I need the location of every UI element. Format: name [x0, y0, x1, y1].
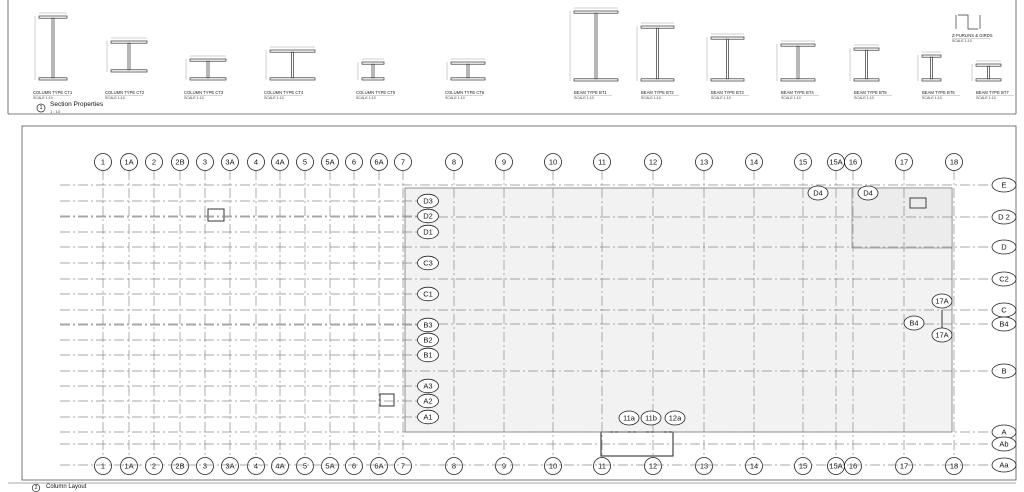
grid-label: A2 — [423, 396, 433, 406]
section-label: COLUMN TYPE CT1 — [33, 90, 73, 95]
grid-label: 11a — [623, 413, 635, 423]
grid-label: 14 — [749, 461, 759, 471]
grid-bubble-7-bottom — [395, 458, 412, 475]
grid-bubble-d4-extra-0 — [808, 186, 828, 200]
grid-bubble-12a-extra-7 — [665, 411, 685, 425]
grid-bubble-4-bottom — [248, 458, 265, 475]
section-label: COLUMN TYPE CT5 — [356, 90, 396, 95]
section-properties-title: Section Properties — [50, 101, 104, 108]
grid-label: 3 — [202, 461, 208, 471]
section-label: COLUMN TYPE CT2 — [105, 90, 145, 95]
grid-bubble-5-bottom — [297, 458, 314, 475]
section-z-purlins-girds — [952, 15, 993, 43]
grid-label: 14 — [749, 157, 759, 167]
grid-bubble-12-top — [645, 154, 662, 171]
grid-label: 7 — [400, 157, 406, 167]
grid-label: 3A — [225, 157, 235, 167]
grid-bubble-e — [992, 178, 1016, 192]
section-column-type-ct3 — [184, 56, 226, 100]
grid-bubble-d3 — [418, 194, 439, 208]
grid-label: D4 — [863, 188, 873, 198]
grid-bubble-18-bottom — [946, 458, 963, 475]
grid-label: 18 — [949, 157, 959, 167]
grid-bubble-2b-top — [172, 154, 189, 171]
grid-bubble-14-top — [746, 154, 763, 171]
grid-label: D3 — [423, 196, 433, 206]
grid-label: 1 — [100, 461, 106, 471]
grid-label: 13 — [699, 461, 709, 471]
grid-label: 4A — [275, 461, 285, 471]
section-beam-type-bt1 — [570, 8, 618, 100]
section-beam-type-bt6 — [918, 52, 960, 100]
grid-label: 6 — [351, 461, 357, 471]
grid-label: 5A — [325, 157, 335, 167]
grid-bubble-5-top — [297, 154, 314, 171]
grid-label: 9 — [501, 461, 507, 471]
grid-label: 18 — [949, 461, 959, 471]
grid-bubble-3-bottom — [197, 458, 214, 475]
view-title-section-properties — [37, 101, 104, 114]
grid-label: 15A — [829, 461, 843, 471]
grid-bubble-11-bottom — [594, 458, 611, 475]
section-column-type-ct2 — [105, 38, 147, 100]
grid-label: 4 — [253, 461, 259, 471]
grid-bubble-9-bottom — [496, 458, 513, 475]
grid-bubble-17-top — [896, 154, 913, 171]
grid-bubble-2-top — [146, 154, 163, 171]
grid-label: 7 — [400, 461, 406, 471]
grid-label: B — [1001, 366, 1007, 376]
grid-bubble-b3 — [418, 318, 439, 332]
section-column-type-ct4 — [264, 47, 315, 100]
grid-bubble-11a-extra-5 — [619, 411, 639, 425]
grid-label: 16 — [848, 157, 858, 167]
grid-bubble-d4-extra-1 — [858, 186, 878, 200]
grid-label: 13 — [699, 157, 709, 167]
section-scale: SCALE 1:10 — [105, 96, 125, 100]
grid-label: 12 — [648, 157, 658, 167]
section-beam-type-bt5 — [850, 45, 892, 100]
grid-bubble-c1 — [418, 287, 439, 301]
grid-bubble-4a-bottom — [272, 458, 289, 475]
grid-bubble-15-top — [795, 154, 812, 171]
grid-label: 8 — [451, 461, 457, 471]
grid-label: 16 — [848, 461, 858, 471]
section-label: BEAM TYPE BT3 — [711, 90, 744, 95]
grid-bubble-10-top — [545, 154, 562, 171]
grid-label: 11 — [598, 461, 606, 471]
grid-label: 12a — [668, 413, 682, 423]
grid-bubble-d1 — [418, 225, 439, 239]
grid-bubble-6-bottom — [346, 458, 363, 475]
grid-label: B4 — [909, 318, 919, 328]
grid-bubble-15a-bottom — [828, 458, 845, 475]
section-label: BEAM TYPE BT7 — [976, 90, 1009, 95]
grid-label: B4 — [999, 319, 1009, 329]
grid-bubble-10-bottom — [545, 458, 562, 475]
view-number-2: 2 — [34, 485, 38, 491]
grid-label: C1 — [423, 289, 433, 299]
section-label: BEAM TYPE BT5 — [854, 90, 887, 95]
section-scale: SCALE 1:10 — [976, 96, 996, 100]
grid-label: 2B — [175, 461, 185, 471]
grid-bubble-12-bottom — [645, 458, 662, 475]
grid-bubble-ab — [992, 437, 1016, 451]
grid-label: 10 — [548, 157, 558, 167]
section-beam-type-bt4 — [777, 41, 819, 100]
grid-label: A1 — [423, 412, 433, 422]
grid-label: 2 — [151, 461, 157, 471]
grid-label: 2 — [151, 157, 157, 167]
grid-bubble-15-bottom — [795, 458, 812, 475]
view-title-column-layout — [32, 484, 86, 492]
grid-bubble-aa — [992, 458, 1016, 472]
grid-bubble-16-top — [845, 154, 862, 171]
grid-label: 4 — [253, 157, 259, 167]
section-label: COLUMN TYPE CT6 — [445, 90, 485, 95]
grid-bubble-2b-bottom — [172, 458, 189, 475]
grid-bubble-15a-top — [828, 154, 845, 171]
opening-left — [208, 209, 224, 221]
grid-bubble-18-top — [946, 154, 963, 171]
opening-lower — [380, 394, 394, 406]
section-label: Z-PURLINS & GIRDS — [952, 33, 993, 38]
section-scale: SCALE 1:10 — [952, 39, 972, 43]
section-scale: SCALE 1:10 — [184, 96, 204, 100]
section-scale: SCALE 1:10 — [264, 96, 284, 100]
section-label: COLUMN TYPE CT3 — [184, 90, 224, 95]
section-scale: SCALE 1:10 — [445, 96, 465, 100]
grid-label: E — [1001, 180, 1007, 190]
grid-bubble-4a-top — [272, 154, 289, 171]
grid-bubble-13-bottom — [696, 458, 713, 475]
grid-label: 11b — [645, 413, 657, 423]
grid-label: 15A — [829, 157, 843, 167]
grid-bubble-7-top — [395, 154, 412, 171]
section-label: BEAM TYPE BT1 — [574, 90, 607, 95]
grid-bubble-4-top — [248, 154, 265, 171]
grid-label: B2 — [423, 335, 433, 345]
grid-bubble-8-bottom — [446, 458, 463, 475]
section-scale: SCALE 1:10 — [574, 96, 594, 100]
grid-label: 5 — [302, 461, 308, 471]
grid-label: 15 — [798, 157, 808, 167]
grid-bubble-b2 — [418, 333, 439, 347]
grid-label: Aa — [999, 460, 1009, 470]
grid-bubble-3-top — [197, 154, 214, 171]
section-beam-type-bt7 — [972, 61, 1014, 100]
grid-label: C — [1001, 305, 1007, 315]
grid-bubble-9-top — [496, 154, 513, 171]
section-scale: SCALE 1:10 — [356, 96, 376, 100]
grid-bubble-1a-bottom — [121, 458, 138, 475]
grid-label: 10 — [548, 461, 558, 471]
grid-bubble-c2 — [992, 272, 1016, 286]
grid-bubble-1-bottom — [95, 458, 112, 475]
grid-label: D 2 — [998, 212, 1010, 222]
grid-bubble-b4-extra-4 — [904, 316, 924, 330]
grid-bubble-1a-top — [121, 154, 138, 171]
section-scale: SCALE 1:10 — [711, 96, 731, 100]
grid-label: 6A — [374, 461, 384, 471]
section-column-type-ct1 — [33, 13, 73, 100]
grid-label: 4A — [275, 157, 285, 167]
grid-bubble-5a-top — [322, 154, 339, 171]
grid-label: 8 — [451, 157, 457, 167]
grid-label: 5A — [325, 461, 335, 471]
grid-bubble-d2 — [418, 209, 439, 223]
grid-bubble-8-top — [446, 154, 463, 171]
grid-label: 1A — [124, 157, 134, 167]
grid-label: D1 — [423, 227, 433, 237]
section-label: BEAM TYPE BT6 — [922, 90, 955, 95]
grid-bubble-16-bottom — [845, 458, 862, 475]
grid-label: A — [1001, 427, 1007, 437]
section-scale: SCALE 1:10 — [922, 96, 942, 100]
section-scale: SCALE 1:10 — [641, 96, 661, 100]
grid-label: 17 — [899, 461, 909, 471]
grid-label: 5 — [302, 157, 308, 167]
section-properties-scale: 1 : 10 — [50, 109, 61, 114]
grid-bubble-3a-bottom — [222, 458, 239, 475]
grid-bubble-6a-top — [371, 154, 388, 171]
grid-label: 1A — [124, 461, 134, 471]
grid-bubble-6-top — [346, 154, 363, 171]
section-scale: SCALE 1:10 — [854, 96, 874, 100]
grid-bubble-14-bottom — [746, 458, 763, 475]
grid-bubble-d-2 — [992, 210, 1016, 224]
section-properties-group — [33, 8, 1014, 100]
grid-bubble-17-bottom — [896, 458, 913, 475]
grid-label: 12 — [648, 461, 658, 471]
section-label: BEAM TYPE BT2 — [641, 90, 674, 95]
section-scale: SCALE 1:10 — [33, 96, 53, 100]
section-beam-type-bt3 — [707, 34, 749, 100]
grid-bubble-c3 — [418, 256, 439, 270]
grid-bubble-c — [992, 303, 1016, 317]
grid-label: D4 — [813, 188, 823, 198]
grid-bubble-d — [992, 240, 1016, 254]
grid-bubble-11b-extra-6 — [641, 411, 661, 425]
section-scale: SCALE 1:10 — [781, 96, 801, 100]
section-beam-type-bt2 — [637, 23, 679, 100]
grid-bubble-17a-extra-3 — [932, 328, 952, 342]
grid-bubble-17a-extra-2 — [932, 294, 952, 308]
grid-bubble-6a-bottom — [371, 458, 388, 475]
grid-label: 6 — [351, 157, 357, 167]
grid-bubble-3a-top — [222, 154, 239, 171]
grid-label: Ab — [999, 439, 1009, 449]
grid-label: C2 — [999, 274, 1009, 284]
section-label: COLUMN TYPE CT4 — [264, 90, 304, 95]
view-number-1: 1 — [39, 105, 43, 111]
section-column-type-ct5 — [356, 59, 396, 100]
grid-bubble-a3 — [418, 379, 439, 393]
grid-label: 9 — [501, 157, 507, 167]
section-column-type-ct6 — [445, 59, 485, 100]
grid-bubble-a2 — [418, 394, 439, 408]
grid-label: 17A — [935, 330, 949, 340]
grid-label: 2B — [175, 157, 185, 167]
grid-bubble-1-top — [95, 154, 112, 171]
grid-label: 15 — [798, 461, 808, 471]
grid-label: 3A — [225, 461, 235, 471]
grid-bubble-11-top — [594, 154, 611, 171]
grid-label: 3 — [202, 157, 208, 167]
grid-label: B1 — [423, 350, 433, 360]
section-label: BEAM TYPE BT4 — [781, 90, 814, 95]
grid-bubble-2-bottom — [146, 458, 163, 475]
grid-label: 17A — [935, 296, 949, 306]
grid-label: 6A — [374, 157, 384, 167]
grid-label: 1 — [100, 157, 106, 167]
grid-label: C3 — [423, 258, 433, 268]
grid-label: B3 — [423, 320, 433, 330]
grid-bubble-b1 — [418, 348, 439, 362]
grid-label: D2 — [423, 211, 433, 221]
grid-label: 17 — [899, 157, 909, 167]
grid-label: D — [1001, 242, 1007, 252]
grid-label: A3 — [423, 381, 433, 391]
grid-bubble-b4 — [992, 317, 1016, 331]
grid-label: 11 — [598, 157, 606, 167]
grid-bubble-a1 — [418, 410, 439, 424]
grid-bubble-b — [992, 364, 1016, 378]
column-layout-title: Column Layout — [46, 484, 87, 490]
grid-bubble-5a-bottom — [322, 458, 339, 475]
grid-bubble-13-top — [696, 154, 713, 171]
